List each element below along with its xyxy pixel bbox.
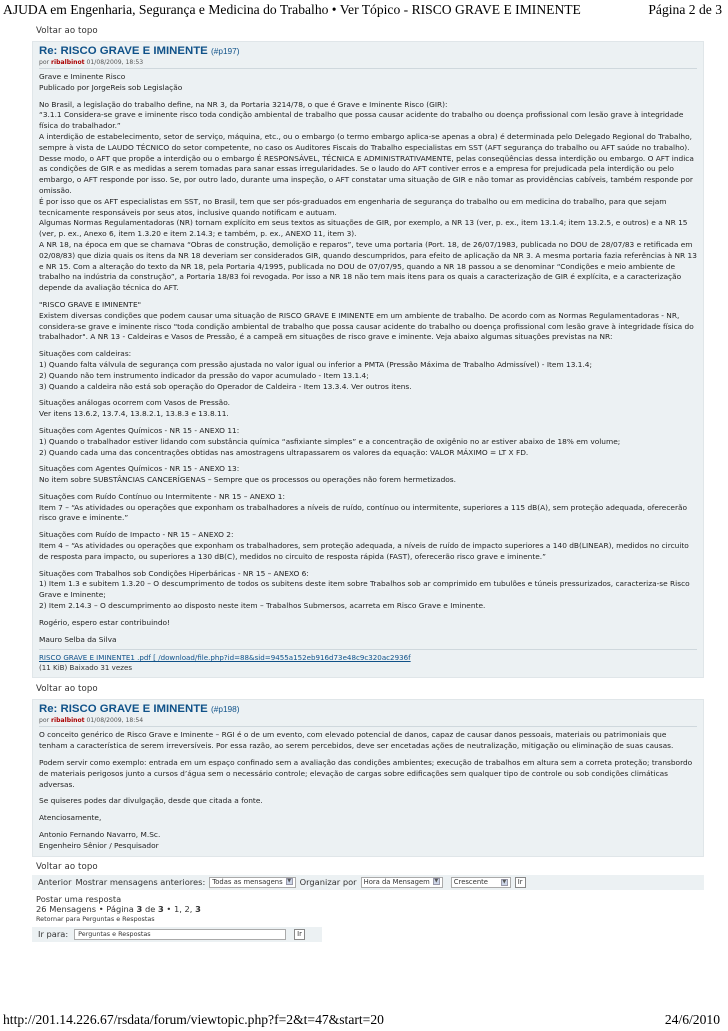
show-posts-select[interactable]: Todas as mensagens ▼ — [209, 877, 295, 888]
jump-label: Ir para: — [38, 929, 69, 940]
post-author-name[interactable]: ribalbinot — [51, 59, 85, 66]
post-author-line — [39, 58, 697, 69]
post-paragraph: 2) Quando não tem instrumento indicador da pressão do vapor acumulado - Item 13.1.4; — [39, 370, 369, 380]
page-link-3[interactable]: 3 — [195, 904, 201, 915]
post-author-line — [39, 716, 697, 727]
post-paragraph: Grave e Iminente Risco — [39, 72, 126, 81]
post-197 — [32, 41, 704, 678]
post-id[interactable]: (#p198) — [210, 704, 240, 715]
sort-go-button[interactable]: Ir — [515, 877, 526, 888]
back-to-top-link[interactable]: Voltar ao topo — [36, 684, 98, 695]
post-paragraph: Situações com Ruído Contínuo ou Intermitente - NR 15 – ANEXO 1: — [39, 491, 285, 501]
post-paragraph: O conceito genérico de Risco Grave e Iminente – RGI é o de um evento, com elevado potencial de danos, capaz de causar danos pessoais, materiais ou patrimoniais que tenham a característica de serem irreversíveis. Por essa razão, ao serem percebidos, deve ser encetadas ações de neutralização, mitigação ou eliminação de suas causas. — [39, 730, 674, 751]
sort-by-label: Organizar por — [299, 877, 357, 888]
page-link-1[interactable]: 1 — [173, 904, 180, 915]
post-paragraph: No item sobre SUBSTÂNCIAS CANCERÍGENAS – Sempre que os processos ou operações não forem hermetizados. — [39, 475, 456, 485]
post-body — [39, 72, 697, 645]
post-paragraph: A NR 18, na época em que se chamava “Obras de construção, demolição e reparos”, teve uma portaria (Port. 18, de 26/07/1983, publicada no DOU de 28/07/83 e retificada em 02/08/83) que dizia quais os itens da NR 18 deveriam ser considerados GIR, quando descumpridos, para efeito de aplicação da NR 3. A mesma portaria fazia referências à NR 13 e NR 15. Com a alteração do texto da NR 18, pela Portaria 4/1995, publicada no DOU de 07/07/95, quando a NR 18 passou a se denominar “Condições e meio ambiente de trabalho na indústria da construção”, a Portaria 18/83 foi revogada. Por isso a NR 18 não tem mais itens para os quais a caracterização de GIR é explícita, e a caracterização depende da avaliação técnica do AFT. — [39, 239, 697, 293]
topic-content — [32, 20, 704, 942]
post-paragraph: É por isso que os AFT especialistas em SST, no Brasil, tem que ser pós-graduados em engenharia de segurança do trabalho ou em medicina do trabalho, para que sejam tecnicamente responsáveis por seus atos, inclusive quando notificam e autuam. — [39, 196, 667, 217]
attachment-link[interactable]: RISCO GRAVE E IMINENTE1 .pdf [ /download/file.php?id=88&sid=9455a152eb916d73e48c9c320ac2936f — [39, 653, 411, 663]
print-footer-date: 24/6/2010 — [664, 1012, 720, 1027]
post-title-text[interactable]: Re: RISCO GRAVE E IMINENTE — [39, 45, 208, 57]
post-paragraph: 2) Quando cada uma das concentrações obtidas nas amostragens ultrapassarem os valores da equação: VALOR MÁXIMO = LT X FD. — [39, 447, 529, 457]
pagination-block — [32, 892, 704, 925]
post-title-text[interactable]: Re: RISCO GRAVE E IMINENTE — [39, 703, 208, 716]
post-paragraph: Antonio Fernando Navarro, M.Sc. — [39, 830, 161, 840]
post-paragraph: Item 7 – “As atividades ou operações que exponham os trabalhadores a níveis de ruído, contínuo ou intermitente, superiores a 115 dB(A), sem proteção adequada, oferecerão risco grave e iminente.” — [39, 502, 688, 523]
print-footer — [0, 1011, 728, 1031]
post-paragraph: Situações com Trabalhos sob Condições Hiperbáricas - NR 15 – ANEXO 6: — [39, 568, 309, 578]
post-paragraph: A interdição de estabelecimento, setor de serviço, máquina, etc., ou o embargo (o termo embargo aplica-se apenas a obra) é determinada pelo Delegado Regional do Trabalho, sempre à vista de LAUDO TÉCNICO do setor competente, no caso os Auditores Fiscais do Trabalho especialistas em SST (AFT segurança do trabalho ou AFT saúde no trabalho). — [39, 131, 692, 152]
chevron-down-icon: ▼ — [287, 878, 292, 885]
post-paragraph: Situações com Agentes Químicos - NR 15 - ANEXO 11: — [39, 425, 240, 435]
post-paragraph: Item 4 – “As atividades ou operações que exponham os trabalhadores, sem proteção adequada, a níveis de ruído de impacto superiores a 140 dB(LINEAR), medidos no circuito de resposta para impacto, ou superiores a 130 dB(C), medidos no circuito de resposta rápida (FAST), oferecerão risco grave e iminente.” — [39, 541, 689, 561]
post-by: por — [39, 59, 50, 66]
jump-go-button[interactable]: Ir — [294, 929, 305, 940]
post-198 — [32, 699, 704, 856]
print-header — [0, 0, 728, 20]
post-paragraph: Podem servir como exemplo: entrada em um espaço confinado sem a avaliação das condições ambientes; execução de trabalhos em altura sem a correta proteção; transbordo de materiais perigosos junto a cursos d’água sem o necessário controle; elevação de cargas sobre edificações sem qualquer tipo de controle ou sob condições climáticas adversas. — [39, 758, 693, 789]
post-paragraph: Situações com Agentes Químicos - NR 15 - ANEXO 13: — [39, 464, 240, 474]
post-paragraph: Desse modo, o AFT que propõe a interdição ou o embargo É RESPONSÁVEL, TÉCNICA E ADMINISTRATIVAMENTE, pelas conseqüências dessa interdição ou embargo. O AFT indica as condições de GIR e as medidas a serem tomadas para sanar essas irregularidades. Se o laudo do AFT contiver erros e a empresa for prejudicada pela interdição ou pelo embargo, o AFT responde por isso. Se, por outro lado, durante uma inspeção, o AFT constatar uma situação de GIR e não tomar as providências cabíveis, também responde por omissão. — [39, 153, 694, 195]
post-paragraph: Ver itens 13.6.2, 13.7.4, 13.8.2.1, 13.8.3 e 13.8.11. — [39, 409, 229, 419]
post-paragraph: "RISCO GRAVE E IMINENTE" — [39, 299, 142, 309]
jump-select[interactable]: Perguntas e Respostas — [74, 929, 286, 940]
post-paragraph: Algumas Normas Regulamentadoras (NR) tornam explícito em seus textos as situações de GIR, por exemplo, a NR 13 (ver, p. ex., item 13.1.4; item 13.2.5, e outros) e a NR 15 (ver, p. ex., Anexo 6, item 1.3.20 e item 2.14.3; e também, p. ex., ANEXO 11, item 3). — [39, 218, 688, 239]
pagination: 26 Mensagens • Página 3 de 3 • 1, 2, 3 — [36, 904, 201, 915]
attachment-box — [39, 649, 697, 673]
back-to-top-link[interactable]: Voltar ao topo — [36, 26, 98, 36]
sort-bar — [32, 875, 704, 890]
post-paragraph: Engenheiro Sênior / Pesquisador — [39, 840, 159, 850]
post-body — [39, 730, 697, 851]
jump-bar — [32, 927, 322, 942]
total-pages: 3 — [157, 904, 164, 915]
post-paragraph: Publicado por JorgeReis sob Legislação — [39, 82, 183, 92]
page-link-2[interactable]: 2 — [184, 904, 190, 915]
post-paragraph: “3.1.1 Considera-se grave e iminente risco toda condição ambiental de trabalho que possa causar acidente do trabalho ou doença profissional com lesão grave à integridade física do trabalhador.” — [39, 110, 684, 131]
chevron-down-icon: ▼ — [434, 878, 439, 885]
print-footer-url: http://201.14.226.67/rsdata/forum/viewtopic.php?f=2&t=47&start=20 — [3, 1012, 384, 1027]
post-date: 01/08/2009, 18:54 — [86, 717, 144, 725]
sort-order-select[interactable]: Crescente ▼ — [451, 877, 511, 888]
post-paragraph: 2) Item 2.14.3 – O descumprimento ao disposto neste item – Trabalhos Submersos, acarreta em Risco Grave e Iminente. — [39, 601, 486, 611]
message-count: 26 Mensagens — [36, 904, 97, 915]
post-id[interactable]: (#p197) — [210, 46, 240, 56]
post-date: 01/08/2009, 18:53 — [86, 59, 144, 66]
post-paragraph: 1) Quando o trabalhador estiver lidando com substância química “asfixiante simples” e a concentração de oxigênio no ar estiver abaixo de 18% em volume; — [39, 436, 621, 446]
post-paragraph: Situações com Ruído de Impacto - NR 15 – ANEXO 2: — [39, 530, 234, 540]
chevron-down-icon: ▼ — [502, 878, 507, 885]
post-author-name[interactable]: ribalbinot — [51, 717, 85, 725]
return-link[interactable]: Retornar para Perguntas e Respostas — [36, 914, 155, 923]
attachment-meta: (11 KiB) Baixado 31 vezes — [39, 663, 133, 673]
post-paragraph: 1) Quando falta válvula de segurança com pressão ajustada no valor igual ou inferior a PMTA (Pressão Máxima de Trabalho Admissível) - Item 13.1.4; — [39, 359, 592, 369]
post-paragraph: 3) Quando a caldeira não está sob operação do Operador de Caldeira - Item 13.3.4. Ver outros itens. — [39, 381, 412, 391]
post-paragraph: Atenciosamente, — [39, 813, 102, 823]
post-paragraph: Rogério, espero estar contribuindo! — [39, 617, 171, 627]
sort-by-select[interactable]: Hora da Mensagem ▼ — [361, 877, 443, 888]
show-posts-label: Mostrar mensagens anteriores: — [75, 877, 206, 888]
post-title[interactable] — [39, 703, 697, 716]
post-paragraph: Existem diversas condições que podem causar uma situação de RISCO GRAVE E IMINENTE em um ambiente de trabalho. De acordo com as Normas Regulamentadoras - NR, considera-se grave e iminente risco "toda condição ambiental de trabalho que possa causar acidente do trabalho ou doença profissional com lesão grave à integridade física do trabalhador". A NR 13 - Caldeiras e Vasos de Pressão, é a campeã em situações de risco grave e iminente. Veja abaixo algumas situações previstas na NR: — [39, 310, 694, 342]
post-paragraph: Mauro Selba da Silva — [39, 634, 117, 644]
current-page: 3 — [136, 904, 143, 915]
post-title[interactable] — [39, 45, 697, 58]
post-paragraph: Situações análogas ocorrem com Vasos de Pressão. — [39, 398, 230, 408]
post-paragraph: Situações com caldeiras: — [39, 349, 132, 359]
print-header-title: AJUDA em Engenharia, Segurança e Medicina do Trabalho • Ver Tópico - RISCO GRAVE E IMINENTE — [3, 2, 581, 17]
back-to-top-link[interactable]: Voltar ao topo — [36, 861, 98, 872]
previous-link[interactable]: Anterior — [38, 877, 72, 888]
post-paragraph: 1) Item 1.3 e subitem 1.3.20 – O descumprimento de todos os subitens deste item sobre Trabalhos sob ar comprimido em tubulões e túneis pressurizados, caracteriza-se Risco Grave e Iminente; — [39, 579, 690, 600]
post-by: por — [39, 717, 50, 725]
post-reply-button[interactable]: Postar uma resposta — [36, 893, 122, 904]
print-header-page: Página 2 de 3 — [648, 2, 722, 17]
post-paragraph: Se quiseres podes dar divulgação, desde que citada a fonte. — [39, 796, 263, 806]
post-paragraph: No Brasil, a legislação do trabalho define, na NR 3, da Portaria 3214/78, o que é Grave e Iminente Risco (GIR): — [39, 99, 448, 109]
